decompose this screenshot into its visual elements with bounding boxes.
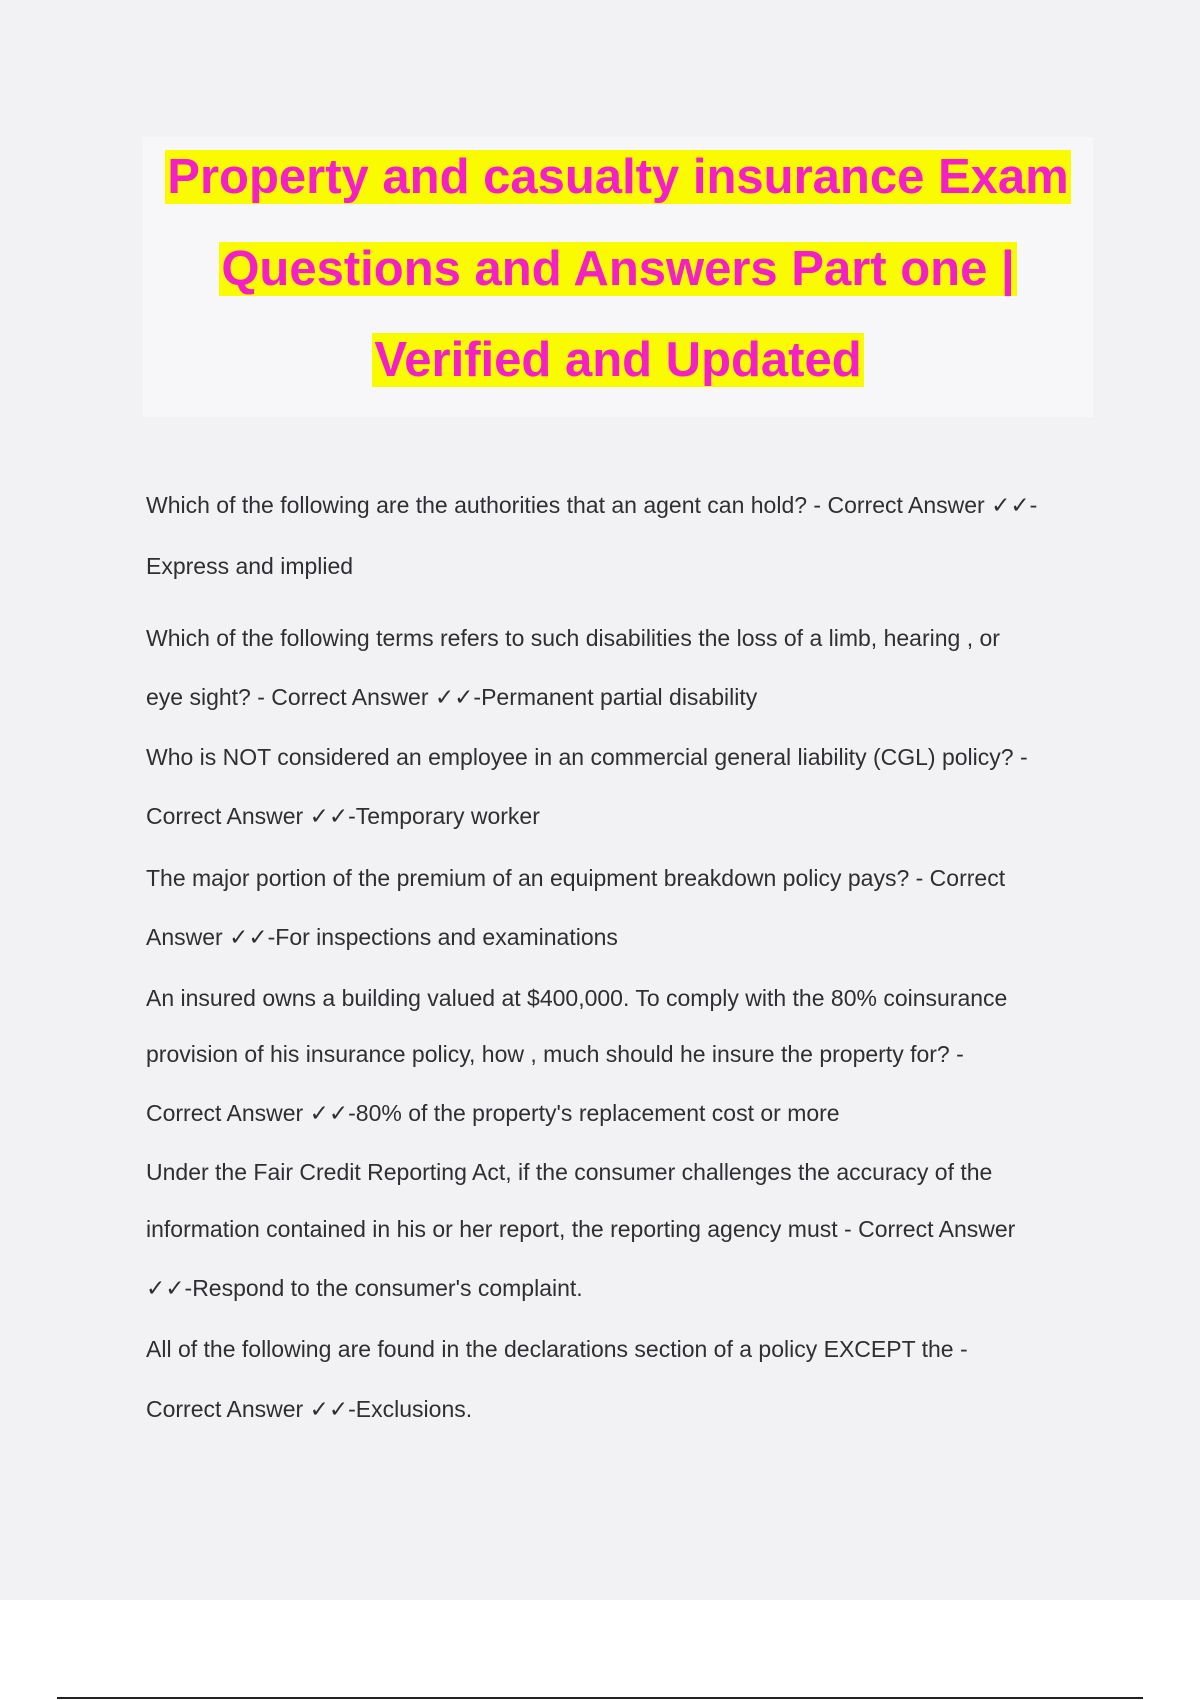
title-line-3-text: Verified and Updated [374, 333, 862, 387]
qa-line: Correct Answer ✓✓-Exclusions. [146, 1396, 473, 1422]
qa-line: Under the Fair Credit Reporting Act, if the consumer challenges the accuracy of the [146, 1159, 993, 1185]
qa-line: ✓✓-Respond to the consumer's complaint. [146, 1275, 583, 1301]
footer-rule [57, 1697, 1143, 1699]
title-line-2 [143, 239, 1093, 299]
qa-line: Which of the following terms refers to such disabilities the loss of a limb, hearing , or [146, 625, 1000, 651]
title-line-2-text: Questions and Answers Part one | [221, 242, 1015, 296]
title-line-1 [143, 147, 1093, 207]
qa-line: An insured owns a building valued at $400,000. To comply with the 80% coinsurance [146, 985, 1008, 1011]
title-block [143, 137, 1093, 417]
qa-line: Which of the following are the authorities that an agent can hold? - Correct Answer ✓✓- [146, 492, 1038, 518]
qa-line: Correct Answer ✓✓-Temporary worker [146, 803, 540, 829]
title-line-3 [143, 330, 1093, 390]
qa-line: All of the following are found in the declarations section of a policy EXCEPT the - [146, 1336, 968, 1362]
qa-line: Who is NOT considered an employee in an commercial general liability (CGL) policy? - [146, 744, 1028, 770]
qa-line: provision of his insurance policy, how , much should he insure the property for? - [146, 1041, 964, 1067]
qa-line: Answer ✓✓-For inspections and examinations [146, 924, 618, 950]
title-line-1-text: Property and casualty insurance Exam [167, 150, 1069, 204]
qa-line: The major portion of the premium of an equipment breakdown policy pays? - Correct [146, 865, 1006, 891]
qa-line: Correct Answer ✓✓-80% of the property's replacement cost or more [146, 1100, 840, 1126]
qa-line: eye sight? - Correct Answer ✓✓-Permanent partial disability [146, 684, 758, 710]
qa-line: information contained in his or her report, the reporting agency must - Correct Answer [146, 1216, 1016, 1242]
qa-line: Express and implied [146, 553, 354, 579]
